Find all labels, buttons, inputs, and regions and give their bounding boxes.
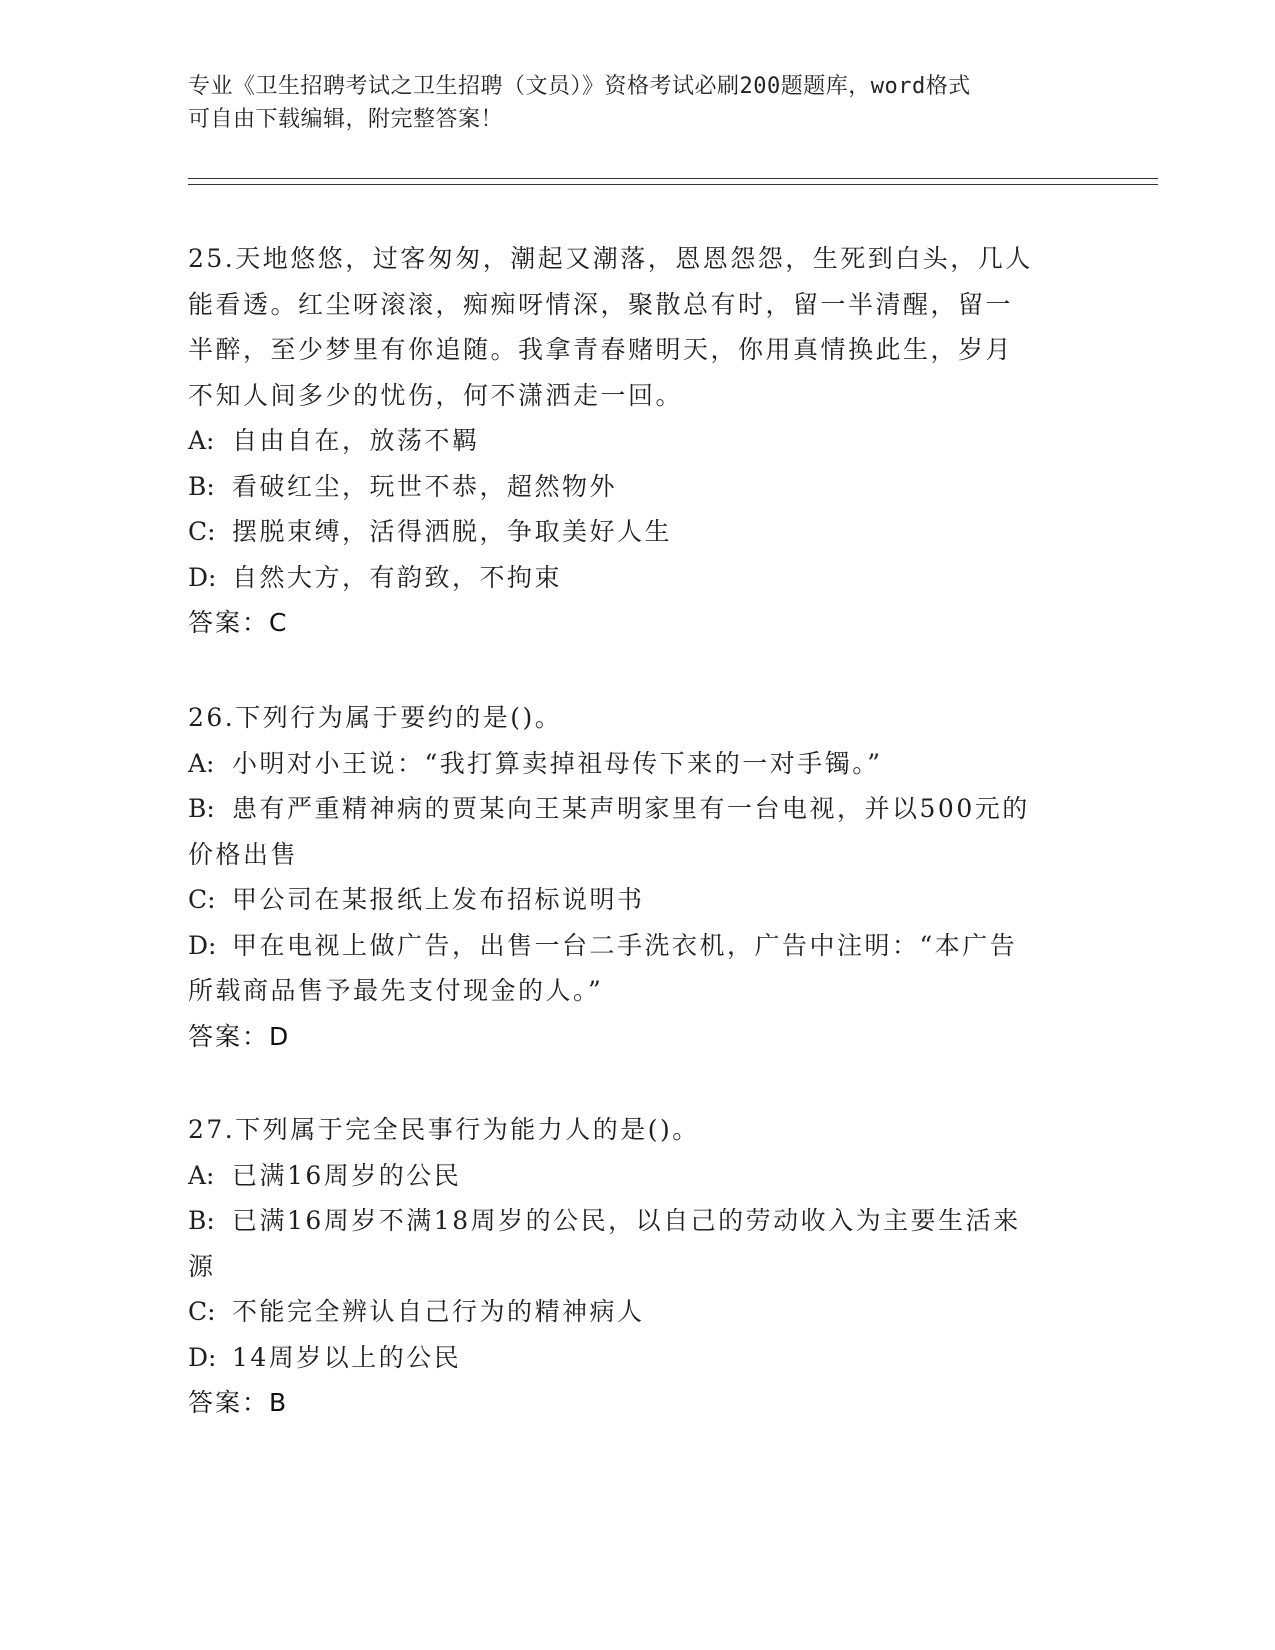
- answer-label: 答案：C: [188, 608, 289, 637]
- option-d: [188, 923, 1088, 969]
- option-c: [188, 509, 1088, 555]
- option-c: [188, 877, 1088, 923]
- option-c: [188, 1289, 1088, 1335]
- option-a: [188, 418, 1088, 464]
- answer-label: 答案：D: [188, 1021, 291, 1051]
- option-text: 14周岁以上的公民: [232, 1342, 462, 1372]
- option-b-continued: 源: [188, 1251, 216, 1281]
- option-text: 自由自在，放荡不羁: [232, 426, 480, 455]
- option-b-continued: 价格出售: [188, 839, 299, 869]
- option-letter: B:: [188, 471, 215, 501]
- document-header: [188, 70, 1088, 136]
- option-letter: A:: [188, 426, 215, 455]
- header-divider-top: [188, 178, 1158, 179]
- option-text: 看破红尘，玩世不恭，超然物外: [232, 471, 618, 501]
- question-stem-line: 半醉，至少梦里有你追随。我拿青春赌明天，你用真情换此生，岁月: [188, 335, 1014, 364]
- header-divider-bottom: [188, 184, 1158, 185]
- question-stem-line: 27.下列属于完全民事行为能力人的是()。: [188, 1115, 700, 1144]
- option-letter: D:: [188, 562, 217, 592]
- option-letter: C:: [188, 517, 216, 546]
- answer-label: 答案：B: [188, 1388, 289, 1417]
- option-text: 甲公司在某报纸上发布招标说明书: [232, 885, 645, 914]
- option-a: [188, 741, 1088, 787]
- option-a: [188, 1153, 1088, 1199]
- option-d: [188, 555, 1088, 601]
- question-stem-line: 不知人间多少的忧伤，何不潇洒走一回。: [188, 380, 684, 410]
- option-d: [188, 1335, 1088, 1381]
- option-text: 不能完全辨认自己行为的精神病人: [232, 1297, 645, 1326]
- option-text: 摆脱束缚，活得洒脱，争取美好人生: [232, 517, 673, 546]
- option-b: [188, 786, 1088, 832]
- option-letter: A:: [188, 748, 215, 778]
- option-d-continued: 所载商品售予最先支付现金的人。”: [188, 976, 604, 1005]
- option-text: 自然大方，有韵致，不拘束: [232, 562, 563, 592]
- option-letter: B:: [188, 1206, 215, 1235]
- option-text: 已满16周岁的公民: [232, 1160, 462, 1190]
- question-stem-line: 能看透。红尘呀滚滚，痴痴呀情深，聚散总有时，留一半清醒，留一: [188, 289, 1014, 319]
- option-b: [188, 1198, 1088, 1244]
- header-title-line-2: 可自由下载编辑，附完整答案！: [188, 107, 504, 132]
- header-title-line-1: 专业《卫生招聘考试之卫生招聘（文员）》资格考试必刷200题题库，word格式: [188, 74, 971, 99]
- option-text: 已满16周岁不满18周岁的公民，以自己的劳动收入为主要生活来: [232, 1206, 1021, 1235]
- option-text: 小明对小王说：“我打算卖掉祖母传下来的一对手镯。”: [232, 748, 883, 778]
- option-letter: C:: [188, 1297, 216, 1326]
- question-26: [188, 695, 1088, 1059]
- option-letter: A:: [188, 1160, 215, 1190]
- option-b: [188, 464, 1088, 510]
- question-27: [188, 1107, 1088, 1426]
- option-letter: D:: [188, 1342, 217, 1372]
- option-letter: C:: [188, 885, 216, 914]
- option-text: 患有严重精神病的贾某向王某声明家里有一台电视，并以500元的: [232, 794, 1030, 823]
- option-letter: D:: [188, 930, 217, 960]
- option-text: 甲在电视上做广告，出售一台二手洗衣机，广告中注明：“本广告: [232, 930, 1018, 960]
- question-stem-line: 25.天地悠悠，过客匆匆，潮起又潮落，恩恩怨怨，生死到白头，几人: [188, 244, 1033, 273]
- option-letter: B:: [188, 794, 215, 823]
- question-25: [188, 236, 1088, 646]
- question-stem-line: 26.下列行为属于要约的是()。: [188, 703, 563, 732]
